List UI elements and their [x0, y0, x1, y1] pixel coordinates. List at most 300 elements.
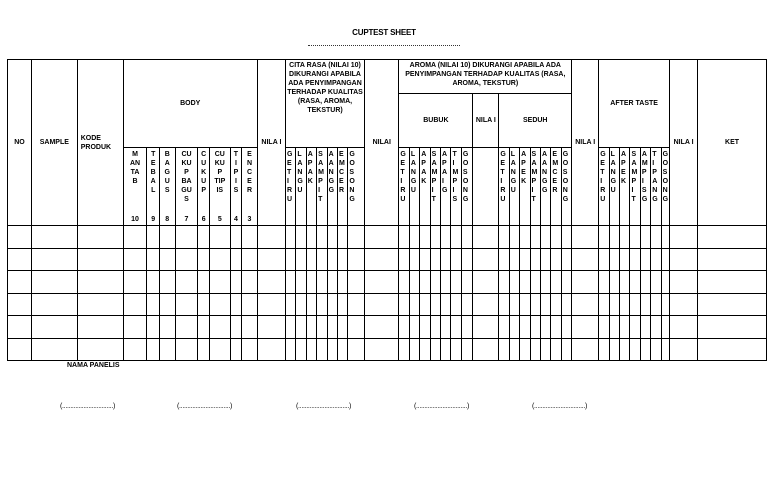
table-cell[interactable] [661, 271, 669, 294]
table-cell[interactable] [159, 226, 175, 249]
table-cell[interactable] [8, 271, 32, 294]
table-cell[interactable] [551, 226, 561, 249]
table-cell[interactable] [451, 226, 461, 249]
table-cell[interactable] [630, 248, 640, 271]
table-cell[interactable] [661, 293, 669, 316]
table-cell[interactable] [348, 248, 365, 271]
table-cell[interactable] [640, 338, 650, 361]
table-cell[interactable] [409, 293, 419, 316]
table-cell[interactable] [630, 271, 640, 294]
table-cell[interactable] [698, 271, 767, 294]
table-cell[interactable] [572, 338, 599, 361]
table-cell[interactable] [509, 338, 519, 361]
table-cell[interactable] [317, 226, 327, 249]
table-cell[interactable] [399, 338, 409, 361]
table-cell[interactable] [159, 248, 175, 271]
table-cell[interactable] [630, 226, 640, 249]
table-cell[interactable] [399, 248, 409, 271]
table-cell[interactable] [599, 271, 609, 294]
table-cell[interactable] [409, 271, 419, 294]
table-cell[interactable] [420, 226, 430, 249]
table-cell[interactable] [8, 248, 32, 271]
table-cell[interactable] [198, 293, 209, 316]
table-cell[interactable] [620, 271, 630, 294]
table-cell[interactable] [561, 316, 571, 339]
table-cell[interactable] [670, 316, 698, 339]
table-cell[interactable] [670, 293, 698, 316]
table-cell[interactable] [540, 316, 550, 339]
table-cell[interactable] [520, 316, 530, 339]
table-cell[interactable] [499, 248, 509, 271]
table-cell[interactable] [175, 226, 198, 249]
table-cell[interactable] [430, 316, 440, 339]
aroma-seduh-criterion: E M C E R [551, 148, 561, 226]
table-cell[interactable] [242, 271, 258, 294]
table-cell[interactable] [348, 271, 365, 294]
table-cell[interactable] [348, 316, 365, 339]
table-cell[interactable] [661, 338, 669, 361]
table-cell[interactable] [365, 316, 399, 339]
table-cell[interactable] [451, 316, 461, 339]
table-cell[interactable] [461, 293, 472, 316]
table-cell[interactable] [123, 248, 147, 271]
table-cell[interactable] [198, 338, 209, 361]
table-cell[interactable] [620, 293, 630, 316]
aroma-bubuk-criterion: A P A I G [441, 148, 451, 226]
table-row [8, 248, 767, 271]
table-cell[interactable] [209, 293, 230, 316]
table-cell[interactable] [698, 316, 767, 339]
table-cell[interactable] [561, 293, 571, 316]
table-cell[interactable] [8, 293, 32, 316]
table-cell[interactable] [461, 338, 472, 361]
table-cell[interactable] [31, 293, 77, 316]
table-cell[interactable] [609, 338, 619, 361]
table-cell[interactable] [306, 293, 316, 316]
table-cell[interactable] [285, 338, 295, 361]
table-cell[interactable] [337, 293, 347, 316]
table-cell[interactable] [337, 338, 347, 361]
table-cell[interactable] [296, 338, 306, 361]
table-cell[interactable] [77, 293, 123, 316]
title-underline [308, 45, 460, 46]
col-header-aroma: AROMA (NILAI 10) DIKURANGI APABILA ADA PENYIMPANGAN TERHADAP KUALITAS (RASA, AROMA, TEKSTUR) [399, 60, 572, 94]
table-row [8, 271, 767, 294]
table-cell[interactable] [296, 271, 306, 294]
table-cell[interactable] [698, 248, 767, 271]
table-cell[interactable] [551, 271, 561, 294]
table-cell[interactable] [317, 338, 327, 361]
table-cell[interactable] [640, 316, 650, 339]
table-cell[interactable] [609, 293, 619, 316]
table-cell[interactable] [540, 293, 550, 316]
table-cell[interactable] [327, 293, 337, 316]
table-cell[interactable] [209, 226, 230, 249]
table-cell[interactable] [461, 248, 472, 271]
table-cell[interactable] [230, 293, 241, 316]
table-cell[interactable] [285, 226, 295, 249]
table-cell[interactable] [306, 316, 316, 339]
table-row [8, 226, 767, 249]
col-header-ket: KET [698, 60, 767, 226]
table-cell[interactable] [8, 316, 32, 339]
table-cell[interactable] [242, 248, 258, 271]
table-cell[interactable] [147, 226, 159, 249]
table-cell[interactable] [620, 248, 630, 271]
table-cell[interactable] [365, 338, 399, 361]
table-cell[interactable] [242, 226, 258, 249]
body-criterion: CU KU P TIP IS 5 [209, 148, 230, 226]
table-cell[interactable] [451, 271, 461, 294]
table-cell[interactable] [572, 271, 599, 294]
table-cell[interactable] [561, 248, 571, 271]
table-cell[interactable] [670, 271, 698, 294]
table-cell[interactable] [630, 293, 640, 316]
table-cell[interactable] [572, 248, 599, 271]
table-cell[interactable] [609, 271, 619, 294]
table-cell[interactable] [430, 338, 440, 361]
table-cell[interactable] [296, 248, 306, 271]
table-cell[interactable] [285, 293, 295, 316]
table-cell[interactable] [198, 316, 209, 339]
table-cell[interactable] [599, 338, 609, 361]
table-cell[interactable] [123, 271, 147, 294]
sheet-title: CUPTEST SHEET [352, 28, 416, 37]
table-cell[interactable] [257, 226, 285, 249]
table-cell[interactable] [365, 293, 399, 316]
table-cell[interactable] [640, 293, 650, 316]
table-cell[interactable] [509, 293, 519, 316]
table-cell[interactable] [123, 226, 147, 249]
table-cell[interactable] [561, 271, 571, 294]
table-cell[interactable] [198, 226, 209, 249]
table-cell[interactable] [159, 316, 175, 339]
table-cell[interactable] [242, 293, 258, 316]
table-cell[interactable] [327, 226, 337, 249]
table-cell[interactable] [530, 293, 540, 316]
table-cell[interactable] [8, 226, 32, 249]
table-cell[interactable] [530, 226, 540, 249]
table-cell[interactable] [441, 248, 451, 271]
body-criterion: E N C E R 3 [242, 148, 258, 226]
table-cell[interactable] [147, 248, 159, 271]
table-cell[interactable] [420, 338, 430, 361]
table-cell[interactable] [365, 271, 399, 294]
table-cell[interactable] [441, 316, 451, 339]
aroma-seduh-criterion: S A M P I T [530, 148, 540, 226]
table-cell[interactable] [473, 271, 499, 294]
table-cell[interactable] [540, 271, 550, 294]
table-cell[interactable] [198, 248, 209, 271]
col-header-cita-rasa: CITA RASA (NILAI 10) DIKURANGI APABILA ADA PENYIMPANGAN TERHADAP KUALITAS (RASA, AROMA, TEKSTUR) [285, 60, 364, 148]
table-cell[interactable] [327, 316, 337, 339]
table-cell[interactable] [230, 248, 241, 271]
table-cell[interactable] [77, 248, 123, 271]
table-cell[interactable] [175, 248, 198, 271]
table-cell[interactable] [209, 338, 230, 361]
table-cell[interactable] [399, 293, 409, 316]
table-cell[interactable] [198, 271, 209, 294]
table-cell[interactable] [123, 293, 147, 316]
table-cell[interactable] [599, 316, 609, 339]
table-cell[interactable] [317, 248, 327, 271]
table-cell[interactable] [670, 226, 698, 249]
table-cell[interactable] [296, 226, 306, 249]
aroma-seduh-criterion: L A N G U [509, 148, 519, 226]
table-cell[interactable] [285, 248, 295, 271]
table-cell[interactable] [209, 316, 230, 339]
table-cell[interactable] [123, 338, 147, 361]
table-cell[interactable] [306, 271, 316, 294]
table-cell[interactable] [461, 316, 472, 339]
table-cell[interactable] [147, 293, 159, 316]
table-cell[interactable] [175, 271, 198, 294]
after-taste-criterion: T I P A N G [651, 148, 661, 226]
table-cell[interactable] [609, 248, 619, 271]
table-cell[interactable] [609, 316, 619, 339]
table-cell[interactable] [77, 271, 123, 294]
table-cell[interactable] [399, 316, 409, 339]
table-cell[interactable] [561, 338, 571, 361]
table-cell[interactable] [77, 316, 123, 339]
table-cell[interactable] [348, 293, 365, 316]
table-cell[interactable] [8, 338, 32, 361]
table-cell[interactable] [175, 338, 198, 361]
table-cell[interactable] [77, 226, 123, 249]
table-cell[interactable] [651, 338, 661, 361]
table-cell[interactable] [609, 226, 619, 249]
table-cell[interactable] [509, 316, 519, 339]
table-cell[interactable] [473, 293, 499, 316]
aroma-seduh-criterion: A A N G G [540, 148, 550, 226]
table-cell[interactable] [77, 338, 123, 361]
table-cell[interactable] [230, 338, 241, 361]
table-cell[interactable] [530, 338, 540, 361]
body-score: 7 [184, 216, 189, 223]
table-cell[interactable] [651, 226, 661, 249]
table-cell[interactable] [651, 316, 661, 339]
table-cell[interactable] [540, 338, 550, 361]
table-cell[interactable] [473, 226, 499, 249]
table-cell[interactable] [540, 248, 550, 271]
table-cell[interactable] [620, 226, 630, 249]
table-cell[interactable] [441, 338, 451, 361]
table-cell[interactable] [430, 293, 440, 316]
table-cell[interactable] [441, 226, 451, 249]
table-cell[interactable] [520, 226, 530, 249]
table-cell[interactable] [599, 293, 609, 316]
table-cell[interactable] [257, 248, 285, 271]
table-cell[interactable] [147, 338, 159, 361]
table-cell[interactable] [399, 226, 409, 249]
table-cell[interactable] [461, 271, 472, 294]
table-cell[interactable] [420, 248, 430, 271]
table-cell[interactable] [499, 226, 509, 249]
col-header-sample: SAMPLE [31, 60, 77, 226]
table-cell[interactable] [285, 271, 295, 294]
table-cell[interactable] [430, 248, 440, 271]
table-cell[interactable] [337, 271, 347, 294]
table-cell[interactable] [409, 338, 419, 361]
table-cell[interactable] [473, 338, 499, 361]
table-cell[interactable] [365, 248, 399, 271]
table-cell[interactable] [420, 271, 430, 294]
table-cell[interactable] [306, 338, 316, 361]
table-cell[interactable] [540, 226, 550, 249]
table-cell[interactable] [698, 293, 767, 316]
col-header-nilai-rasa: NILAI [365, 60, 399, 226]
table-cell[interactable] [348, 226, 365, 249]
table-cell[interactable] [285, 316, 295, 339]
table-cell[interactable] [651, 248, 661, 271]
table-cell[interactable] [242, 338, 258, 361]
table-row [8, 338, 767, 361]
body-criterion: M AN TA B 10 [123, 148, 147, 226]
table-cell[interactable] [31, 271, 77, 294]
table-cell[interactable] [698, 226, 767, 249]
table-cell[interactable] [620, 316, 630, 339]
table-cell[interactable] [365, 226, 399, 249]
table-cell[interactable] [209, 271, 230, 294]
table-cell[interactable] [520, 271, 530, 294]
aroma-seduh-criterion: A P E K [520, 148, 530, 226]
table-cell[interactable] [159, 271, 175, 294]
table-cell[interactable] [499, 338, 509, 361]
table-cell[interactable] [317, 271, 327, 294]
table-cell[interactable] [257, 293, 285, 316]
table-cell[interactable] [499, 271, 509, 294]
table-cell[interactable] [306, 226, 316, 249]
table-cell[interactable] [420, 293, 430, 316]
table-cell[interactable] [441, 271, 451, 294]
table-cell[interactable] [430, 226, 440, 249]
table-cell[interactable] [123, 316, 147, 339]
table-cell[interactable] [551, 316, 561, 339]
table-cell[interactable] [409, 316, 419, 339]
table-cell[interactable] [175, 293, 198, 316]
table-cell[interactable] [327, 338, 337, 361]
table-cell[interactable] [520, 338, 530, 361]
table-cell[interactable] [473, 316, 499, 339]
table-cell[interactable] [31, 338, 77, 361]
table-cell[interactable] [461, 226, 472, 249]
table-cell[interactable] [399, 271, 409, 294]
table-cell[interactable] [572, 226, 599, 249]
table-cell[interactable] [242, 316, 258, 339]
table-cell[interactable] [147, 316, 159, 339]
table-cell[interactable] [159, 293, 175, 316]
table-cell[interactable] [451, 248, 461, 271]
table-cell[interactable] [640, 271, 650, 294]
table-cell[interactable] [661, 248, 669, 271]
table-cell[interactable] [630, 338, 640, 361]
table-cell[interactable] [230, 271, 241, 294]
table-cell[interactable] [420, 316, 430, 339]
table-cell[interactable] [409, 226, 419, 249]
table-cell[interactable] [551, 338, 561, 361]
table-cell[interactable] [175, 316, 198, 339]
table-cell[interactable] [651, 271, 661, 294]
table-cell[interactable] [317, 316, 327, 339]
table-cell[interactable] [306, 248, 316, 271]
table-cell[interactable] [317, 293, 327, 316]
table-cell[interactable] [430, 271, 440, 294]
table-cell[interactable] [31, 248, 77, 271]
table-cell[interactable] [640, 248, 650, 271]
table-cell[interactable] [520, 248, 530, 271]
table-cell[interactable] [551, 248, 561, 271]
body-criterion: CU KU P BA GU S 7 [175, 148, 198, 226]
table-cell[interactable] [499, 293, 509, 316]
panelist-signature: (...............................) [296, 403, 352, 410]
table-cell[interactable] [147, 271, 159, 294]
after-taste-criterion: A P E K [620, 148, 630, 226]
table-cell[interactable] [640, 226, 650, 249]
table-cell[interactable] [473, 248, 499, 271]
table-cell[interactable] [451, 338, 461, 361]
body-score: 4 [233, 216, 238, 223]
table-cell[interactable] [327, 248, 337, 271]
table-cell[interactable] [296, 316, 306, 339]
table-cell[interactable] [31, 226, 77, 249]
table-cell[interactable] [348, 338, 365, 361]
table-cell[interactable] [441, 293, 451, 316]
table-cell[interactable] [230, 226, 241, 249]
table-cell[interactable] [31, 316, 77, 339]
table-cell[interactable] [509, 248, 519, 271]
body-score: 6 [201, 216, 206, 223]
table-cell[interactable] [327, 271, 337, 294]
table-cell[interactable] [337, 226, 347, 249]
table-cell[interactable] [670, 248, 698, 271]
table-cell[interactable] [630, 316, 640, 339]
table-cell[interactable] [661, 316, 669, 339]
table-cell[interactable] [257, 316, 285, 339]
table-cell[interactable] [599, 226, 609, 249]
table-cell[interactable] [409, 248, 419, 271]
table-cell[interactable] [451, 293, 461, 316]
table-cell[interactable] [670, 338, 698, 361]
table-cell[interactable] [499, 316, 509, 339]
table-cell[interactable] [337, 248, 347, 271]
table-cell[interactable] [337, 316, 347, 339]
table-cell[interactable] [599, 248, 609, 271]
table-cell[interactable] [661, 226, 669, 249]
table-cell[interactable] [209, 248, 230, 271]
cuptest-table [7, 59, 767, 361]
table-cell[interactable] [698, 338, 767, 361]
body-criterion: C U K U P 6 [198, 148, 209, 226]
table-cell[interactable] [572, 316, 599, 339]
table-cell[interactable] [651, 293, 661, 316]
table-cell[interactable] [230, 316, 241, 339]
table-cell[interactable] [257, 338, 285, 361]
table-cell[interactable] [572, 293, 599, 316]
table-cell[interactable] [530, 316, 540, 339]
table-cell[interactable] [530, 271, 540, 294]
table-cell[interactable] [561, 226, 571, 249]
table-cell[interactable] [509, 271, 519, 294]
table-cell[interactable] [257, 271, 285, 294]
table-cell[interactable] [296, 293, 306, 316]
table-cell[interactable] [551, 293, 561, 316]
table-cell[interactable] [530, 248, 540, 271]
table-cell[interactable] [620, 338, 630, 361]
table-cell[interactable] [520, 293, 530, 316]
table-cell[interactable] [509, 226, 519, 249]
table-cell[interactable] [159, 338, 175, 361]
panelist-signature: (...............................) [414, 403, 470, 410]
